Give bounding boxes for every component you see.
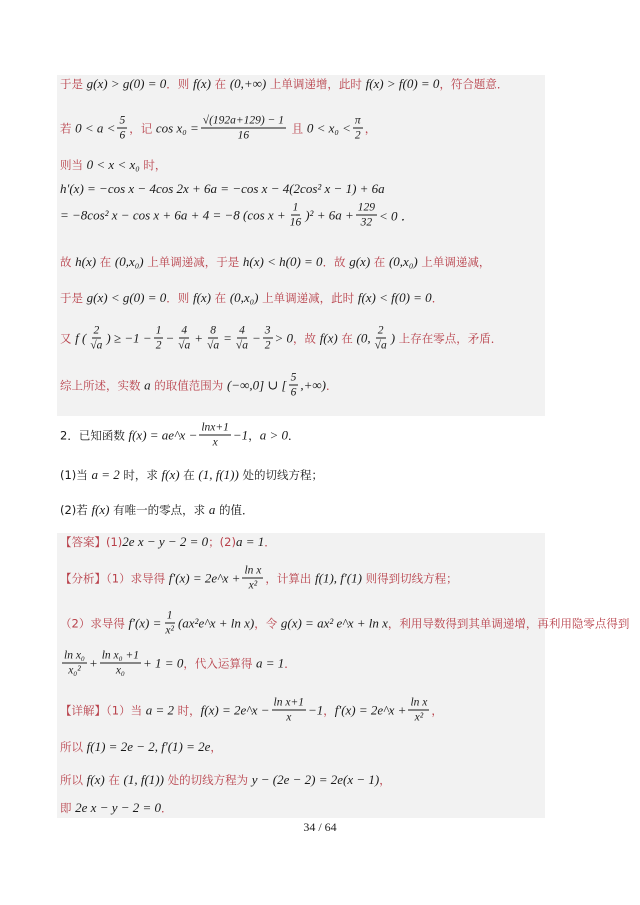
text-segment: 在 <box>370 255 389 269</box>
math-expression: (1, f(1)) <box>198 467 239 482</box>
fraction <box>234 324 250 353</box>
math-expression: f′(x) = <box>128 615 162 630</box>
text-segment: 有唯一的零点，求 <box>109 503 209 517</box>
text-segment: 于是 <box>60 77 87 91</box>
math-expression: (−∞,0] ∪ [ <box>226 377 287 392</box>
fraction-denominator: 2 <box>264 339 271 352</box>
text-segment: （2）求导得 <box>60 616 129 630</box>
math-expression: g(x) = ax² e^x + ln x <box>280 615 388 630</box>
math-expression: (ax²e^x + ln x) <box>177 615 255 630</box>
math-expression: = −8cos² x − cos x + 6a + 4 = −8 (cos x + <box>60 207 286 222</box>
text-segment: 时，求 <box>119 468 162 482</box>
text-segment: ， <box>323 703 335 717</box>
text-segment: (2)若 <box>60 503 92 517</box>
fraction <box>154 324 164 353</box>
detail-tangent-equation <box>60 772 391 788</box>
math-expression: a > 0 <box>259 427 288 442</box>
fraction-denominator: √a <box>235 339 248 352</box>
text-segment: 在 <box>179 468 199 482</box>
line-case-a-small <box>60 114 376 143</box>
text-segment: 上单调递减， <box>417 255 491 269</box>
text-segment: ． <box>284 656 296 670</box>
math-expression: h(x) < h(0) = 0 <box>242 254 323 269</box>
text-segment: 在 <box>104 773 124 787</box>
text-segment: 则当 <box>60 158 87 172</box>
fraction-denominator: x₀² <box>68 664 81 677</box>
fraction-denominator: 2 <box>354 129 361 142</box>
math-expression: ) <box>390 330 396 345</box>
detail-part-1 <box>60 696 443 725</box>
problem-2-part-2 <box>60 502 253 518</box>
fraction-denominator: 2 <box>155 339 162 352</box>
text-segment: (1)当 <box>60 468 92 482</box>
fraction-denominator: √a <box>178 339 191 352</box>
detail-tangent-result <box>60 800 173 816</box>
math-expression: < 0 ． <box>379 208 414 224</box>
math-expression: f(x) < f(0) = 0 <box>357 290 432 305</box>
text-segment: ，令 <box>254 616 281 630</box>
text-segment: 2．已知函数 <box>60 428 129 442</box>
text-segment: ．则 <box>166 77 193 91</box>
fraction-numerator: lnx+1 <box>201 421 229 434</box>
math-expression: ) ≥ −1 − <box>106 330 152 345</box>
line-contradiction <box>60 324 502 353</box>
fraction-denominator: x <box>212 436 218 449</box>
math-expression: f(x) = 2e^x − <box>200 702 270 717</box>
analysis-part-2 <box>60 609 629 638</box>
text-segment: 故 <box>60 255 76 269</box>
math-expression: a = 1 <box>255 655 285 670</box>
line-monotonic-increasing <box>60 76 508 92</box>
fraction-denominator: 32 <box>360 216 373 229</box>
text-segment: ．则 <box>166 291 193 305</box>
math-expression: 2e x − y − 2 = 0 <box>75 800 162 815</box>
text-segment: ． <box>161 801 173 815</box>
text-segment: 时， <box>139 158 167 172</box>
text-segment: 上存在零点，矛盾． <box>395 331 503 345</box>
analysis-part-2-cont <box>60 649 296 678</box>
math-expression: (0,x₀) <box>229 290 259 305</box>
line-h-prime <box>60 181 385 197</box>
text-segment: ；(2) <box>208 535 236 549</box>
math-expression: − <box>251 330 261 345</box>
text-segment: 处的切线方程为 <box>163 773 252 787</box>
math-expression: −1 <box>232 427 249 442</box>
math-expression: ,+∞) <box>300 377 326 392</box>
fraction <box>201 114 286 143</box>
text-segment: 所以 <box>60 740 87 754</box>
math-expression: + 1 = 0 <box>143 655 184 670</box>
fraction-numerator: 4 <box>239 324 245 337</box>
fraction-denominator: 6 <box>290 386 297 399</box>
fraction-numerator: ln x₀ <box>64 649 85 662</box>
math-expression: g(x) < g(0) = 0 <box>86 290 167 305</box>
fraction <box>242 564 263 593</box>
text-segment: 若 <box>60 121 76 135</box>
text-segment: ． <box>287 428 300 442</box>
fraction <box>62 649 87 678</box>
math-expression: a <box>144 377 151 392</box>
math-expression: (0,x₀) <box>388 254 418 269</box>
text-segment: 在 <box>211 77 230 91</box>
text-segment: 【详解】（1）当 <box>60 703 146 717</box>
fraction <box>199 421 231 450</box>
math-expression: f(x) > f(0) = 0 <box>365 76 440 91</box>
fraction-denominator: 6 <box>119 129 126 142</box>
answer-line <box>60 534 276 550</box>
text-segment: ，计算出 <box>265 571 316 585</box>
fraction-numerator: 8 <box>210 324 216 337</box>
fraction-numerator: ln x <box>244 564 262 577</box>
math-expression: f(1) = 2e − 2, f′(1) = 2e <box>86 739 211 754</box>
fraction-numerator: √(192a+129) − 1 <box>202 114 285 127</box>
math-expression: g(x) <box>349 254 371 269</box>
math-expression: cos x₀ = <box>155 120 199 135</box>
math-expression: a = 2 <box>91 467 120 482</box>
fraction-numerator: 2 <box>377 324 384 337</box>
math-expression: 0 < x < x₀ <box>86 157 140 172</box>
math-expression: a <box>208 502 216 517</box>
fraction-numerator: 2 <box>93 324 100 337</box>
fraction-numerator: π <box>354 114 361 127</box>
fraction-numerator: ln x <box>410 696 428 709</box>
fraction <box>353 114 363 143</box>
text-segment: 【分析】（1）求导得 <box>60 571 169 585</box>
text-segment: ， <box>431 703 443 717</box>
text-segment: 在 <box>337 331 357 345</box>
math-expression: y − (2e − 2) = 2e(x − 1) <box>251 772 380 787</box>
fraction-numerator: ln x+1 <box>273 696 304 709</box>
text-segment: 【答案】(1) <box>60 535 123 549</box>
fraction-denominator: √a <box>90 339 103 352</box>
fraction-denominator: 16 <box>289 216 302 229</box>
math-expression: + <box>194 330 204 345</box>
fraction-denominator: x² <box>248 579 258 592</box>
line-h-decreasing <box>60 254 490 270</box>
math-expression: > 0 <box>274 330 294 345</box>
math-expression: 2e x − y − 2 = 0 <box>122 534 209 549</box>
fraction <box>263 324 273 353</box>
text-segment: 的取值范围为 <box>150 378 227 392</box>
fraction-numerator: 5 <box>119 114 126 127</box>
math-expression: −1 <box>307 702 324 717</box>
math-expression: f(x) <box>86 772 105 787</box>
page-number: 34 / 64 <box>303 820 337 834</box>
fraction-denominator: 16 <box>237 129 250 142</box>
math-expression: f(1), f′(1) <box>315 570 362 585</box>
text-segment: 上单调递增，此时 <box>266 77 366 91</box>
math-expression: h(x) <box>75 254 97 269</box>
math-expression: (0, <box>356 330 371 345</box>
fraction-denominator: x₀ <box>115 664 125 677</box>
line-h-prime-completed <box>60 201 414 230</box>
analysis-part-1 <box>60 564 458 593</box>
text-segment: ， <box>210 740 222 754</box>
fraction <box>289 371 299 400</box>
math-expression: f′(x) = 2e^x + <box>168 570 241 585</box>
math-expression: )² + 6a + <box>305 207 354 222</box>
text-segment: ．故 <box>322 255 350 269</box>
fraction-numerator: 1 <box>155 324 162 337</box>
fraction-denominator: x² <box>165 624 174 637</box>
fraction-denominator: √a <box>207 339 220 352</box>
text-segment: ． <box>325 378 338 392</box>
math-expression: a = 1 <box>235 534 265 549</box>
math-expression: f(x) <box>161 467 180 482</box>
math-expression: = <box>223 330 232 345</box>
fraction <box>117 114 127 143</box>
fraction-numerator: 4 <box>181 324 188 337</box>
math-expression: + <box>88 655 98 670</box>
text-segment: ． <box>264 535 276 549</box>
fraction-numerator: 1 <box>166 609 173 622</box>
math-expression: 0 < a < <box>75 120 116 135</box>
text-segment: ，记 <box>129 121 156 135</box>
problem-2-statement <box>60 421 299 450</box>
fraction <box>163 609 176 638</box>
math-expression: (1, f(1)) <box>123 772 164 787</box>
text-segment: ，符合题意． <box>439 77 509 91</box>
fraction <box>272 696 306 725</box>
fraction <box>356 201 377 230</box>
fraction-numerator: 1 <box>292 201 299 214</box>
text-segment: ，利用导数得到其单调递增，再利用隐零点得到 <box>387 616 630 630</box>
fraction <box>176 324 192 353</box>
math-expression: f(x) <box>91 502 110 517</box>
text-segment: ，故 <box>293 331 320 345</box>
math-expression: − <box>165 330 175 345</box>
text-segment: 于是 <box>60 291 87 305</box>
fraction-numerator: ln x₀ +1 <box>101 649 140 662</box>
text-segment: 则得到切线方程； <box>361 571 458 585</box>
math-expression: f ( <box>75 330 87 345</box>
math-expression: a = 2 <box>145 702 175 717</box>
fraction-denominator: x <box>286 711 292 724</box>
fraction-denominator: √a <box>374 339 387 352</box>
math-expression: g(x) > g(0) = 0 <box>86 76 167 91</box>
text-segment: 在 <box>211 291 230 305</box>
text-segment: ． <box>431 291 444 305</box>
text-segment: 上单调递减，此时 <box>258 291 358 305</box>
math-expression: f(x) <box>319 330 338 345</box>
fraction <box>288 201 304 230</box>
text-segment: 时， <box>174 703 201 717</box>
line-conclusion <box>60 371 337 400</box>
fraction <box>373 324 389 353</box>
text-segment: 在 <box>96 255 115 269</box>
fraction-numerator: 5 <box>290 371 297 384</box>
text-segment: ， <box>379 773 391 787</box>
line-g-negative <box>60 290 443 306</box>
text-segment: 即 <box>60 801 76 815</box>
text-segment: ， <box>248 428 260 442</box>
detail-f1-values <box>60 739 222 755</box>
math-expression: f(x) = ae^x − <box>128 427 198 442</box>
text-segment: 上单调递减，于是 <box>143 255 243 269</box>
text-segment: ， <box>364 121 377 135</box>
fraction <box>205 324 221 353</box>
math-expression: f(x) <box>192 290 211 305</box>
line-when-x-less-x0 <box>60 157 166 173</box>
text-segment: 处的切线方程； <box>238 468 323 482</box>
text-segment: 的值． <box>215 503 254 517</box>
problem-2-part-1 <box>60 467 323 483</box>
fraction-denominator: x² <box>414 711 424 724</box>
text-segment: 综上所述，实数 <box>60 378 145 392</box>
text-segment: 且 <box>288 121 307 135</box>
math-expression: (0,+∞) <box>229 76 267 91</box>
math-expression: h′(x) = −cos x − 4cos 2x + 6a = −cos x − 4(2cos² x − 1) + 6a <box>60 181 385 196</box>
fraction-numerator: 3 <box>264 324 271 337</box>
fraction <box>88 324 104 353</box>
fraction <box>408 696 429 725</box>
math-expression: 0 < x₀ < <box>306 120 351 135</box>
math-expression: (0,x₀) <box>114 254 144 269</box>
fraction-numerator: 129 <box>357 201 375 214</box>
math-expression: f′(x) = 2e^x + <box>334 702 407 717</box>
text-segment: 又 <box>60 331 76 345</box>
text-segment: ，代入运算得 <box>183 656 256 670</box>
math-expression: f(x) <box>192 76 211 91</box>
fraction <box>100 649 141 678</box>
text-segment: 所以 <box>60 773 87 787</box>
